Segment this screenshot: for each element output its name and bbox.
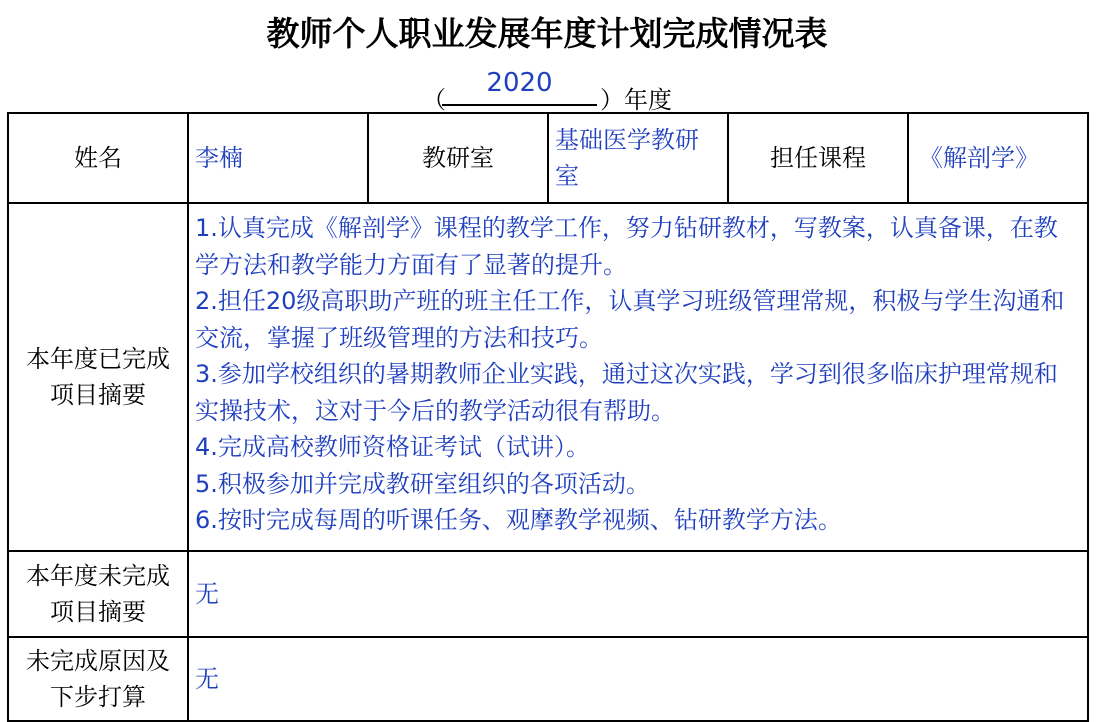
completed-summary[interactable] (188, 203, 1088, 551)
completed-item: 2.担任20级高职助产班的班主任工作，认真学习班级管理常规，积极与学生沟通和交流，掌握了班级管理的方法和技巧。 (195, 287, 1065, 352)
course-value[interactable]: 《解剖学》 (908, 113, 1088, 203)
completed-item: 5.积极参加并完成教研室组织的各项活动。 (195, 469, 650, 498)
reason-value[interactable]: 无 (188, 637, 1088, 721)
uncompleted-label-text: 本年度未完成项目摘要 (26, 562, 170, 626)
year-suffix: ）年度 (600, 86, 672, 114)
header-row (8, 113, 1088, 203)
year-paren-left: （ (422, 86, 446, 114)
course-label: 担任课程 (728, 113, 908, 203)
completed-label (8, 203, 188, 551)
name-value[interactable]: 李楠 (188, 113, 368, 203)
completed-item: 4.完成高校教师资格证考试（试讲）。 (195, 433, 590, 461)
completed-label-text: 本年度已完成项目摘要 (26, 345, 170, 409)
uncompleted-label (8, 551, 188, 637)
plan-table (7, 112, 1089, 722)
reason-row (8, 637, 1088, 721)
reason-label (8, 637, 188, 721)
name-label: 姓名 (8, 113, 188, 203)
uncompleted-value[interactable]: 无 (188, 551, 1088, 637)
reason-label-text: 未完成原因及下步打算 (26, 647, 170, 711)
completed-item: 1.认真完成《解剖学》课程的教学工作，努力钻研教材，写教案，认真备课，在教学方法和教学能力方面有了显著的提升。 (195, 214, 1058, 279)
completed-row (8, 203, 1088, 551)
completed-list (195, 210, 1081, 539)
dept-label: 教研室 (368, 113, 548, 203)
uncompleted-row (8, 551, 1088, 637)
completed-item: 6.按时完成每周的听课任务、观摩教学视频、钻研教学方法。 (195, 506, 842, 534)
completed-item: 3.参加学校组织的暑期教师企业实践，通过这次实践，学习到很多临床护理常规和实操技术，这对于今后的教学活动很有帮助。 (195, 360, 1058, 425)
dept-value-text: 基础医学教研室 (555, 126, 699, 190)
dept-value[interactable] (548, 113, 728, 203)
year-field[interactable]: 2020 (442, 68, 597, 106)
form-title: 教师个人职业发展年度计划完成情况表 (266, 14, 828, 53)
